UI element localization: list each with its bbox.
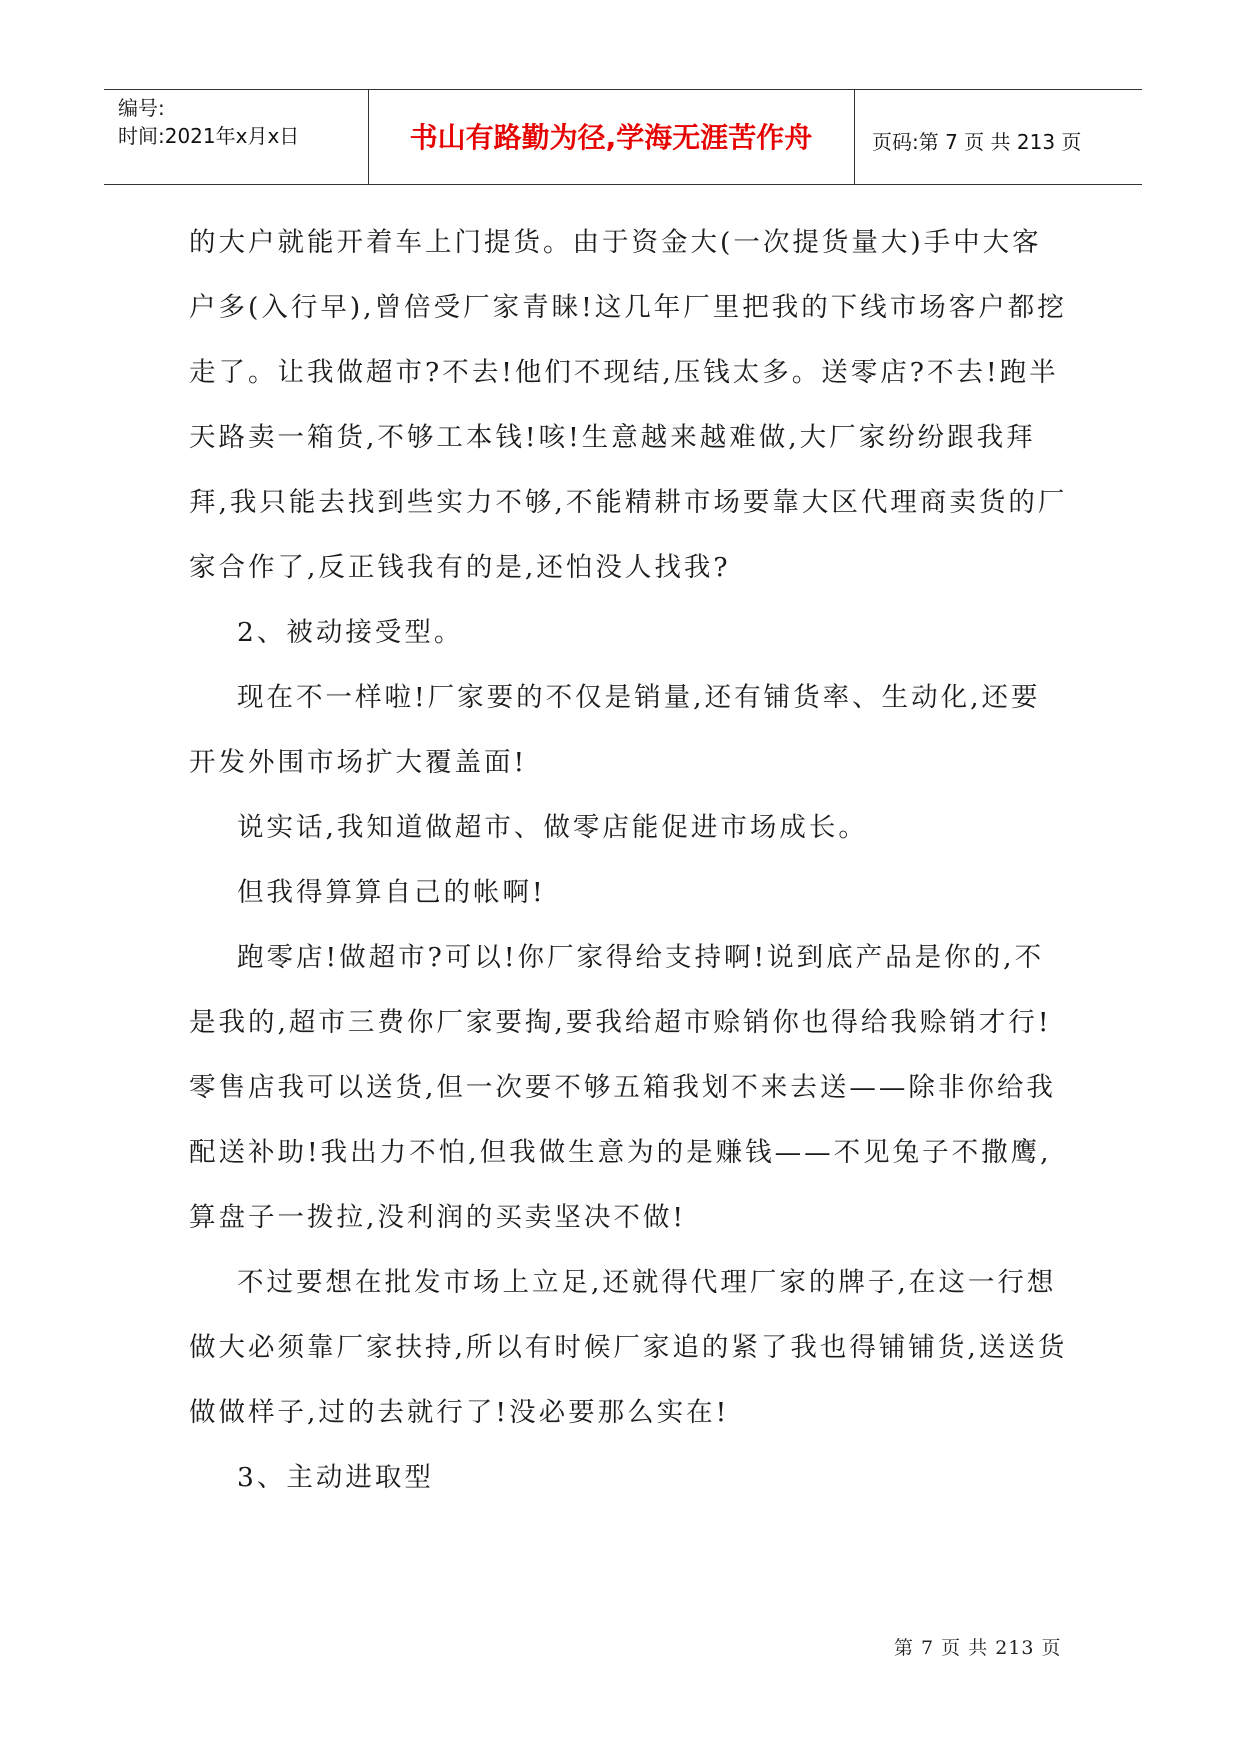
paragraph-8: 3、主动进取型 [237, 1462, 434, 1493]
motto-text: 书山有路勤为径,学海无涯苦作舟 [409, 121, 813, 154]
page-header [104, 89, 1142, 185]
header-meta-cell [104, 90, 369, 184]
page-code: 页码:第 7 页 共 213 页 [872, 130, 1082, 154]
header-motto-cell [368, 90, 855, 184]
paragraph-6: 跑零店!做超市?可以!你厂家得给支持啊!说到底产品是你的,不是我的,超市三费你厂家要掏,要我给超市赊销你也得给我赊销才行!零售店我可以送货,但一次要不够五箱我划不来去送——除非你给我配送补助!我出力不怕,但我做生意为的是赚钱——不见兔子不撒鹰,算盘子一拨拉,没利润的买卖坚决不做! [189, 942, 1056, 1233]
number-label: 编号: [118, 96, 165, 120]
time-label: 时间:2021年x月x日 [118, 124, 300, 148]
paragraph-5: 但我得算算自己的帐啊! [237, 877, 546, 908]
header-page-cell [856, 90, 1142, 184]
paragraph-4: 说实话,我知道做超市、做零店能促进市场成长。 [237, 812, 868, 843]
paragraph-7: 不过要想在批发市场上立足,还就得代理厂家的牌子,在这一行想做大必须靠厂家扶持,所以有时候厂家追的紧了我也得铺铺货,送送货做做样子,过的去就行了!没必要那么实在! [189, 1267, 1068, 1428]
paragraph-2: 2、被动接受型。 [237, 617, 464, 648]
paragraph-1: 的大户就能开着车上门提货。由于资金大(一次提货量大)手中大客户多(入行早),曾倍受厂家青睐!这几年厂里把我的下线市场客户都挖走了。让我做超市?不去!他们不现结,压钱太多。送零店?不去!跑半天路卖一箱货,不够工本钱!咳!生意越来越难做,大厂家纷纷跟我拜拜,我只能去找到些实力不够,不能精耕市场要靠大区代理商卖货的厂家合作了,反正钱我有的是,还怕没人找我? [189, 227, 1068, 583]
paragraph-3: 现在不一样啦!厂家要的不仅是销量,还有铺货率、生动化,还要开发外围市场扩大覆盖面! [189, 682, 1041, 778]
page-footer: 第 7 页 共 213 页 [894, 1637, 1062, 1659]
